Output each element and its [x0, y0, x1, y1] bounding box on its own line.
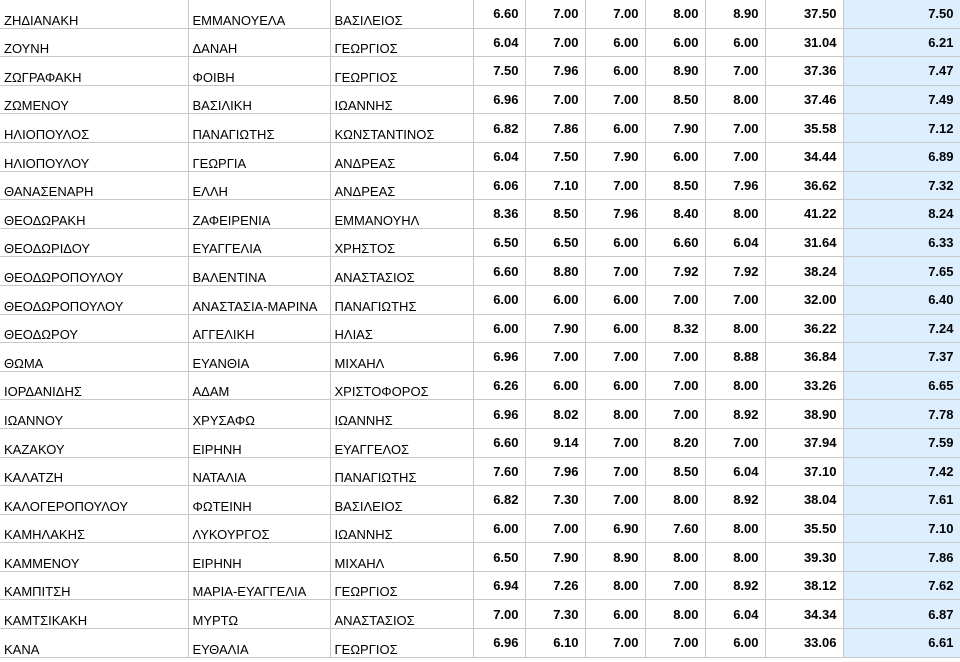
- score-3-cell: 7.96: [585, 200, 645, 229]
- score-4-cell: 8.50: [645, 457, 705, 486]
- average-cell: 7.65: [843, 257, 960, 286]
- score-4-cell: 7.00: [645, 571, 705, 600]
- score-4-cell: 7.00: [645, 371, 705, 400]
- score-5-cell: 8.00: [705, 514, 765, 543]
- first-name-cell: ΕΜΜΑΝΟΥΕΛΑ: [188, 0, 330, 28]
- table-row: [0, 571, 960, 600]
- total-cell: 38.90: [765, 400, 843, 429]
- surname-cell: ΖΟΥΝΗ: [0, 28, 188, 57]
- score-4-cell: 8.40: [645, 200, 705, 229]
- total-cell: 37.50: [765, 0, 843, 28]
- score-4-cell: 7.92: [645, 257, 705, 286]
- first-name-cell: ΓΕΩΡΓΙΑ: [188, 142, 330, 171]
- score-5-cell: 8.88: [705, 343, 765, 372]
- father-name-cell: ΚΩΝΣΤΑΝΤΙΝΟΣ: [330, 114, 473, 143]
- father-name-cell: ΕΥΑΓΓΕΛΟΣ: [330, 428, 473, 457]
- score-3-cell: 8.00: [585, 571, 645, 600]
- average-cell: 6.61: [843, 629, 960, 658]
- first-name-cell: ΧΡΥΣΑΦΩ: [188, 400, 330, 429]
- score-5-cell: 7.96: [705, 171, 765, 200]
- score-4-cell: 6.00: [645, 28, 705, 57]
- score-1-cell: 6.82: [473, 486, 525, 515]
- score-1-cell: 6.82: [473, 114, 525, 143]
- table-row: [0, 514, 960, 543]
- first-name-cell: ΕΙΡΗΝΗ: [188, 543, 330, 572]
- table-row: [0, 343, 960, 372]
- father-name-cell: ΙΩΑΝΝΗΣ: [330, 400, 473, 429]
- score-4-cell: 7.00: [645, 400, 705, 429]
- score-4-cell: 8.50: [645, 85, 705, 114]
- table-row: [0, 543, 960, 572]
- score-5-cell: 6.04: [705, 457, 765, 486]
- first-name-cell: ΕΛΛΗ: [188, 171, 330, 200]
- total-cell: 35.50: [765, 514, 843, 543]
- table-row: [0, 228, 960, 257]
- father-name-cell: ΑΝΑΣΤΑΣΙΟΣ: [330, 600, 473, 629]
- score-1-cell: 8.36: [473, 200, 525, 229]
- score-1-cell: 7.00: [473, 600, 525, 629]
- total-cell: 32.00: [765, 285, 843, 314]
- average-cell: 6.40: [843, 285, 960, 314]
- score-5-cell: 6.04: [705, 228, 765, 257]
- score-1-cell: 6.26: [473, 371, 525, 400]
- score-2-cell: 7.00: [525, 85, 585, 114]
- score-4-cell: 6.60: [645, 228, 705, 257]
- score-5-cell: 6.04: [705, 600, 765, 629]
- father-name-cell: ΠΑΝΑΓΙΩΤΗΣ: [330, 457, 473, 486]
- score-1-cell: 6.94: [473, 571, 525, 600]
- average-cell: 6.89: [843, 142, 960, 171]
- score-3-cell: 8.00: [585, 400, 645, 429]
- score-4-cell: 8.32: [645, 314, 705, 343]
- score-2-cell: 7.86: [525, 114, 585, 143]
- average-cell: 6.33: [843, 228, 960, 257]
- score-4-cell: 6.00: [645, 142, 705, 171]
- score-3-cell: 6.00: [585, 28, 645, 57]
- score-3-cell: 7.00: [585, 486, 645, 515]
- average-cell: 7.61: [843, 486, 960, 515]
- table-row: [0, 257, 960, 286]
- score-2-cell: 7.96: [525, 457, 585, 486]
- table-row: [0, 629, 960, 658]
- score-5-cell: 7.00: [705, 285, 765, 314]
- score-3-cell: 7.90: [585, 142, 645, 171]
- score-1-cell: 6.96: [473, 629, 525, 658]
- score-5-cell: 8.00: [705, 371, 765, 400]
- surname-cell: ΚΑΜΗΛΑΚΗΣ: [0, 514, 188, 543]
- score-2-cell: 6.10: [525, 629, 585, 658]
- score-5-cell: 7.00: [705, 142, 765, 171]
- score-2-cell: 9.14: [525, 428, 585, 457]
- first-name-cell: ΝΑΤΑΛΙΑ: [188, 457, 330, 486]
- score-4-cell: 7.00: [645, 343, 705, 372]
- score-1-cell: 6.50: [473, 543, 525, 572]
- father-name-cell: ΓΕΩΡΓΙΟΣ: [330, 28, 473, 57]
- first-name-cell: ΕΥΑΓΓΕΛΙΑ: [188, 228, 330, 257]
- table-row: [0, 57, 960, 86]
- score-3-cell: 7.00: [585, 428, 645, 457]
- total-cell: 31.04: [765, 28, 843, 57]
- first-name-cell: ΦΩΤΕΙΝΗ: [188, 486, 330, 515]
- score-2-cell: 7.30: [525, 486, 585, 515]
- score-5-cell: 7.92: [705, 257, 765, 286]
- score-3-cell: 7.00: [585, 629, 645, 658]
- surname-cell: ΘΕΟΔΩΡΙΔΟΥ: [0, 228, 188, 257]
- score-4-cell: 8.00: [645, 486, 705, 515]
- total-cell: 37.36: [765, 57, 843, 86]
- score-3-cell: 7.00: [585, 85, 645, 114]
- score-5-cell: 6.00: [705, 629, 765, 658]
- score-3-cell: 8.90: [585, 543, 645, 572]
- score-1-cell: 6.04: [473, 142, 525, 171]
- first-name-cell: ΑΔΑΜ: [188, 371, 330, 400]
- father-name-cell: ΓΕΩΡΓΙΟΣ: [330, 57, 473, 86]
- score-2-cell: 6.50: [525, 228, 585, 257]
- total-cell: 36.84: [765, 343, 843, 372]
- score-5-cell: 8.00: [705, 200, 765, 229]
- total-cell: 34.34: [765, 600, 843, 629]
- score-2-cell: 7.00: [525, 343, 585, 372]
- surname-cell: ΚΑΝΑ: [0, 629, 188, 658]
- score-5-cell: 7.00: [705, 57, 765, 86]
- average-cell: 7.49: [843, 85, 960, 114]
- score-2-cell: 7.30: [525, 600, 585, 629]
- score-2-cell: 7.96: [525, 57, 585, 86]
- table-row: [0, 85, 960, 114]
- surname-cell: ΘΕΟΔΩΡΟΠΟΥΛΟΥ: [0, 285, 188, 314]
- score-4-cell: 8.50: [645, 171, 705, 200]
- father-name-cell: ΜΙΧΑΗΛ: [330, 343, 473, 372]
- score-2-cell: 6.00: [525, 371, 585, 400]
- total-cell: 31.64: [765, 228, 843, 257]
- score-3-cell: 6.00: [585, 228, 645, 257]
- average-cell: 7.10: [843, 514, 960, 543]
- average-cell: 7.78: [843, 400, 960, 429]
- surname-cell: ΘΩΜΑ: [0, 343, 188, 372]
- score-2-cell: 6.00: [525, 285, 585, 314]
- first-name-cell: ΑΝΑΣΤΑΣΙΑ-ΜΑΡΙΝΑ: [188, 285, 330, 314]
- first-name-cell: ΒΑΛΕΝΤΙΝΑ: [188, 257, 330, 286]
- table-row: [0, 285, 960, 314]
- surname-cell: ΚΑΖΑΚΟΥ: [0, 428, 188, 457]
- first-name-cell: ΕΥΑΝΘΙΑ: [188, 343, 330, 372]
- table-row: [0, 114, 960, 143]
- father-name-cell: ΑΝΔΡΕΑΣ: [330, 142, 473, 171]
- surname-cell: ΗΛΙΟΠΟΥΛΟΣ: [0, 114, 188, 143]
- father-name-cell: ΠΑΝΑΓΙΩΤΗΣ: [330, 285, 473, 314]
- average-cell: 7.12: [843, 114, 960, 143]
- score-3-cell: 6.00: [585, 600, 645, 629]
- score-5-cell: 8.00: [705, 543, 765, 572]
- first-name-cell: ΜΥΡΤΩ: [188, 600, 330, 629]
- score-1-cell: 6.00: [473, 314, 525, 343]
- table-row: [0, 428, 960, 457]
- table-row: [0, 371, 960, 400]
- score-3-cell: 6.00: [585, 114, 645, 143]
- first-name-cell: ΠΑΝΑΓΙΩΤΗΣ: [188, 114, 330, 143]
- total-cell: 37.94: [765, 428, 843, 457]
- score-1-cell: 6.00: [473, 285, 525, 314]
- score-3-cell: 7.00: [585, 0, 645, 28]
- first-name-cell: ΑΓΓΕΛΙΚΗ: [188, 314, 330, 343]
- father-name-cell: ΑΝΔΡΕΑΣ: [330, 171, 473, 200]
- average-cell: 7.32: [843, 171, 960, 200]
- father-name-cell: ΕΜΜΑΝΟΥΗΛ: [330, 200, 473, 229]
- table-row: [0, 457, 960, 486]
- father-name-cell: ΒΑΣΙΛΕΙΟΣ: [330, 0, 473, 28]
- total-cell: 33.26: [765, 371, 843, 400]
- first-name-cell: ΔΑΝΑΗ: [188, 28, 330, 57]
- score-1-cell: 6.96: [473, 343, 525, 372]
- total-cell: 37.10: [765, 457, 843, 486]
- average-cell: 7.62: [843, 571, 960, 600]
- score-5-cell: 8.92: [705, 486, 765, 515]
- average-cell: 8.24: [843, 200, 960, 229]
- score-5-cell: 8.92: [705, 400, 765, 429]
- score-3-cell: 6.90: [585, 514, 645, 543]
- score-1-cell: 6.00: [473, 514, 525, 543]
- father-name-cell: ΜΙΧΑΗΛ: [330, 543, 473, 572]
- table-row: [0, 314, 960, 343]
- first-name-cell: ΦΟΙΒΗ: [188, 57, 330, 86]
- score-5-cell: 6.00: [705, 28, 765, 57]
- average-cell: 6.87: [843, 600, 960, 629]
- score-1-cell: 6.96: [473, 85, 525, 114]
- surname-cell: ΚΑΛΑΤΖΗ: [0, 457, 188, 486]
- surname-cell: ΘΕΟΔΩΡΟΥ: [0, 314, 188, 343]
- total-cell: 37.46: [765, 85, 843, 114]
- first-name-cell: ΒΑΣΙΛΙΚΗ: [188, 85, 330, 114]
- average-cell: 7.42: [843, 457, 960, 486]
- table-row: [0, 400, 960, 429]
- father-name-cell: ΒΑΣΙΛΕΙΟΣ: [330, 486, 473, 515]
- total-cell: 35.58: [765, 114, 843, 143]
- father-name-cell: ΑΝΑΣΤΑΣΙΟΣ: [330, 257, 473, 286]
- average-cell: 7.86: [843, 543, 960, 572]
- score-5-cell: 8.00: [705, 314, 765, 343]
- score-4-cell: 8.00: [645, 543, 705, 572]
- first-name-cell: ΕΥΘΑΛΙΑ: [188, 629, 330, 658]
- table-row: [0, 0, 960, 28]
- surname-cell: ΘΕΟΔΩΡΟΠΟΥΛΟΥ: [0, 257, 188, 286]
- score-2-cell: 7.90: [525, 314, 585, 343]
- average-cell: 7.37: [843, 343, 960, 372]
- table-row: [0, 28, 960, 57]
- average-cell: 6.65: [843, 371, 960, 400]
- score-1-cell: 6.04: [473, 28, 525, 57]
- first-name-cell: ΜΑΡΙΑ-ΕΥΑΓΓΕΛΙΑ: [188, 571, 330, 600]
- score-2-cell: 8.50: [525, 200, 585, 229]
- father-name-cell: ΓΕΩΡΓΙΟΣ: [330, 571, 473, 600]
- total-cell: 36.62: [765, 171, 843, 200]
- score-3-cell: 7.00: [585, 343, 645, 372]
- score-4-cell: 8.20: [645, 428, 705, 457]
- father-name-cell: ΓΕΩΡΓΙΟΣ: [330, 629, 473, 658]
- score-5-cell: 8.90: [705, 0, 765, 28]
- score-1-cell: 6.60: [473, 257, 525, 286]
- father-name-cell: ΙΩΑΝΝΗΣ: [330, 85, 473, 114]
- score-2-cell: 7.90: [525, 543, 585, 572]
- score-3-cell: 6.00: [585, 285, 645, 314]
- total-cell: 33.06: [765, 629, 843, 658]
- score-3-cell: 7.00: [585, 257, 645, 286]
- first-name-cell: ΕΙΡΗΝΗ: [188, 428, 330, 457]
- first-name-cell: ΖΑΦΕΙΡΕΝΙΑ: [188, 200, 330, 229]
- score-1-cell: 6.96: [473, 400, 525, 429]
- score-2-cell: 8.80: [525, 257, 585, 286]
- average-cell: 7.47: [843, 57, 960, 86]
- surname-cell: ΖΩΜΕΝΟΥ: [0, 85, 188, 114]
- score-3-cell: 6.00: [585, 57, 645, 86]
- average-cell: 7.50: [843, 0, 960, 28]
- father-name-cell: ΧΡΙΣΤΟΦΟΡΟΣ: [330, 371, 473, 400]
- score-5-cell: 8.92: [705, 571, 765, 600]
- surname-cell: ΚΑΜΠΙΤΣΗ: [0, 571, 188, 600]
- total-cell: 36.22: [765, 314, 843, 343]
- score-4-cell: 8.00: [645, 0, 705, 28]
- score-1-cell: 6.60: [473, 0, 525, 28]
- score-2-cell: 7.10: [525, 171, 585, 200]
- surname-cell: ΖΗΔΙΑΝΑΚΗ: [0, 0, 188, 28]
- score-2-cell: 7.00: [525, 0, 585, 28]
- score-1-cell: 6.06: [473, 171, 525, 200]
- score-3-cell: 7.00: [585, 171, 645, 200]
- table-row: [0, 486, 960, 515]
- father-name-cell: ΙΩΑΝΝΗΣ: [330, 514, 473, 543]
- score-1-cell: 7.60: [473, 457, 525, 486]
- total-cell: 41.22: [765, 200, 843, 229]
- surname-cell: ΙΟΡΔΑΝΙΔΗΣ: [0, 371, 188, 400]
- surname-cell: ΙΩΑΝΝΟΥ: [0, 400, 188, 429]
- score-3-cell: 6.00: [585, 314, 645, 343]
- surname-cell: ΚΑΜΤΣΙΚΑΚΗ: [0, 600, 188, 629]
- score-4-cell: 7.90: [645, 114, 705, 143]
- surname-cell: ΗΛΙΟΠΟΥΛΟΥ: [0, 142, 188, 171]
- score-5-cell: 8.00: [705, 85, 765, 114]
- surname-cell: ΘΑΝΑΣΕΝΑΡΗ: [0, 171, 188, 200]
- father-name-cell: ΗΛΙΑΣ: [330, 314, 473, 343]
- total-cell: 38.24: [765, 257, 843, 286]
- total-cell: 39.30: [765, 543, 843, 572]
- score-2-cell: 7.26: [525, 571, 585, 600]
- score-2-cell: 7.00: [525, 514, 585, 543]
- score-2-cell: 7.50: [525, 142, 585, 171]
- total-cell: 38.12: [765, 571, 843, 600]
- total-cell: 38.04: [765, 486, 843, 515]
- score-4-cell: 7.00: [645, 285, 705, 314]
- score-3-cell: 6.00: [585, 371, 645, 400]
- average-cell: 6.21: [843, 28, 960, 57]
- father-name-cell: ΧΡΗΣΤΟΣ: [330, 228, 473, 257]
- average-cell: 7.59: [843, 428, 960, 457]
- score-5-cell: 7.00: [705, 114, 765, 143]
- score-4-cell: 8.90: [645, 57, 705, 86]
- score-4-cell: 7.00: [645, 629, 705, 658]
- score-1-cell: 7.50: [473, 57, 525, 86]
- surname-cell: ΘΕΟΔΩΡΑΚΗ: [0, 200, 188, 229]
- surname-cell: ΚΑΜΜΕΝΟΥ: [0, 543, 188, 572]
- score-5-cell: 7.00: [705, 428, 765, 457]
- surname-cell: ΖΩΓΡΑΦΑΚΗ: [0, 57, 188, 86]
- table-row: [0, 600, 960, 629]
- score-1-cell: 6.50: [473, 228, 525, 257]
- table-row: [0, 200, 960, 229]
- score-4-cell: 8.00: [645, 600, 705, 629]
- table-row: [0, 171, 960, 200]
- score-2-cell: 7.00: [525, 28, 585, 57]
- score-2-cell: 8.02: [525, 400, 585, 429]
- table-row: [0, 142, 960, 171]
- surname-cell: ΚΑΛΟΓΕΡΟΠΟΥΛΟΥ: [0, 486, 188, 515]
- score-4-cell: 7.60: [645, 514, 705, 543]
- score-3-cell: 7.00: [585, 457, 645, 486]
- first-name-cell: ΛΥΚΟΥΡΓΟΣ: [188, 514, 330, 543]
- total-cell: 34.44: [765, 142, 843, 171]
- average-cell: 7.24: [843, 314, 960, 343]
- score-1-cell: 6.60: [473, 428, 525, 457]
